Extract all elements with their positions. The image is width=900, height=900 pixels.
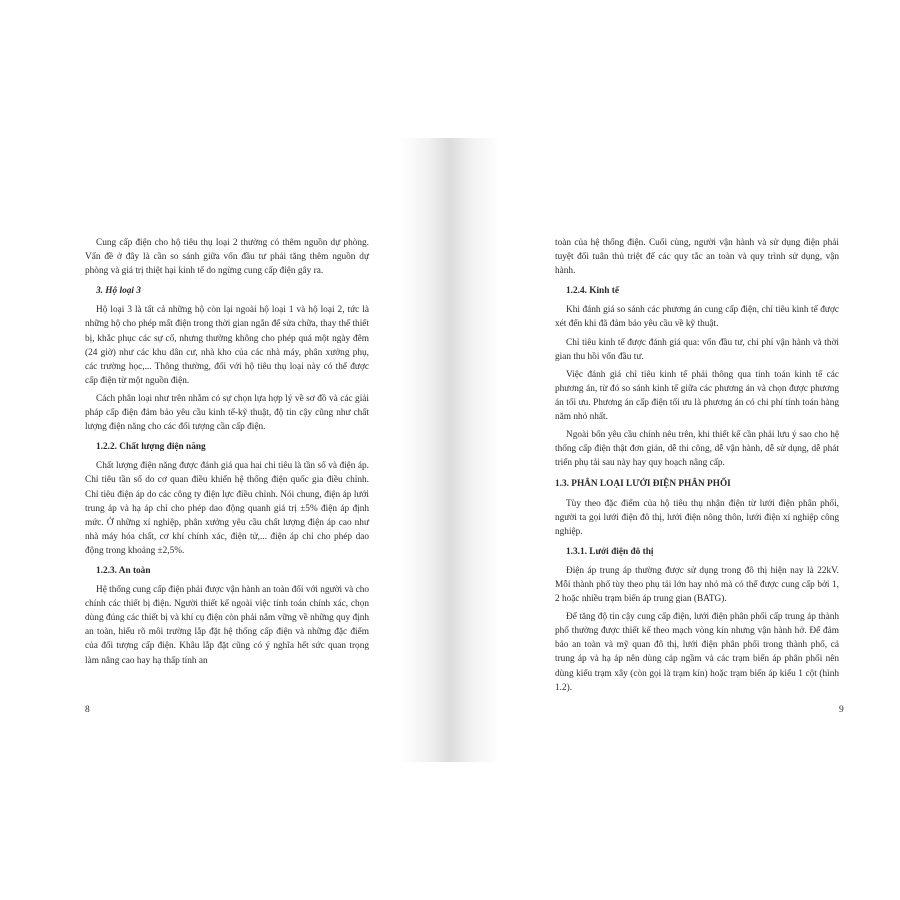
- heading-chat-luong-dien-nang: 1.2.2. Chất lượng điện năng: [96, 442, 206, 453]
- paragraph: Cung cấp điện cho hộ tiêu thụ loại 2 thường có thêm nguồn dự phòng. Vấn đề ở đây là cần so sánh giữa vốn đầu tư phải tăng thêm nguồn dự phòng và giá trị thiệt hại kinh tế do ngừng cung cấp điện gây ra.: [85, 238, 369, 277]
- right-page: [450, 138, 870, 762]
- paragraph: Cách phân loại như trên nhằm có sự chọn lựa hợp lý về sơ đồ và các giải pháp cấp điện đảm bảo yêu cầu kinh tế-kỹ thuật, độ tin cậy cũng như chất lượng điện năng cho các đối tượng cần cấp điện.: [85, 393, 369, 433]
- paragraph: Chất lượng điện năng được đánh giá qua hai chỉ tiêu là tần số và điện áp. Chỉ tiêu tần số do cơ quan điều khiển hệ thống điện quốc gia điều chỉnh. Chỉ tiêu điện áp do các công ty điện lực điều chỉnh. Nói chung, điện áp lưới trung áp và hạ áp chỉ cho phép dao động quanh giá trị ±5% điện áp định mức. Ở những xí nghiệp, phân xưởng yêu cầu chất lượng điện áp cao như nhà máy hóa chất, cơ khí chính xác, điện tử,... điện áp chỉ cho phép dao động trong khoảng ±2,5%.: [85, 461, 369, 556]
- paragraph: Việc đánh giá chỉ tiêu kinh tế phải thông qua tính toán kinh tế các phương án, từ đó so sánh kinh tế giữa các phương án và chọn được phương án tối ưu. Phương án cấp điện tối ưu là phương án có chi phí tính toán hàng năm nhỏ nhất.: [555, 369, 839, 423]
- paragraph: toàn của hệ thống điện. Cuối cùng, người vận hành và sử dụng điện phải tuyệt đối tuân thủ triệt để các quy tắc an toàn và quy trình sử dụng, vận hành.: [555, 238, 839, 277]
- paragraph: Hệ thống cung cấp điện phải được vận hành an toàn đối với người và cho chính các thiết bị điện. Người thiết kế ngoài việc tính toán chính xác, chọn dùng đúng các thiết bị và khí cụ điện còn phải nắm vững về những quy định an toàn, hiểu rõ môi trường lắp đặt hệ thống cấp điện và những đặc điểm của đối tượng cấp điện. Khâu lắp đặt cũng có ý nghĩa hết sức quan trọng làm nâng cao hay hạ thấp tính an: [85, 585, 369, 666]
- book-spread: [30, 138, 870, 762]
- paragraph: Điện áp trung áp thường được sử dụng trong đô thị hiện nay là 22kV. Mỗi thành phố tùy theo phụ tải lớn hay nhỏ mà có thể được cung cấp bởi 1, 2 hoặc nhiều trạm biến áp trung gian (BATG).: [555, 565, 839, 605]
- right-page-content: [555, 236, 839, 699]
- heading-ho-loai-3: 3. Hộ loại 3: [96, 286, 141, 297]
- left-page-content: [85, 236, 369, 672]
- paragraph: Hộ loại 3 là tất cả những hộ còn lại ngoài hộ loại 1 và hộ loại 2, tức là những hộ cho phép mất điện trong thời gian ngắn để sửa chữa, thay thế thiết bị, khắc phục các sự cố, nhưng thường không cho phép quá một ngày đêm (24 giờ) như các khu dân cư, nhà kho của các nhà máy, phân xưởng phụ, các trường học,... Thông thường, đối với hộ tiêu thụ loại này có thể được cấp điện từ một nguồn điện.: [85, 305, 369, 386]
- paragraph: Ngoài bốn yêu cầu chính nêu trên, khi thiết kế cần phải lưu ý sao cho hệ thống cấp điện thật đơn giản, dễ thi công, dễ vận hành, dễ sử dụng, dễ phát triển phụ tải sau này hay quy hoạch nâng cấp.: [555, 430, 839, 469]
- heading-an-toan: 1.2.3. An toàn: [96, 565, 151, 576]
- paragraph: Khi đánh giá so sánh các phương án cung cấp điện, chỉ tiêu kinh tế được xét đến khi đã đảm bảo yêu cầu về kỹ thuật.: [555, 305, 839, 330]
- heading-phan-loai-luoi-dien: 1.3. PHÂN LOẠI LƯỚI ĐIỆN PHÂN PHỐI: [555, 479, 731, 490]
- page-number: 8: [85, 705, 90, 715]
- page-number: 9: [839, 705, 844, 715]
- paragraph: Để tăng độ tin cậy cung cấp điện, lưới điện phân phối cấp trung áp thành phố thường được thiết kế theo mạch vòng kín nhưng vận hành hở. Để đảm bảo an toàn và mỹ quan đô thị, lưới điện phân phối trong thành phố, cả trung áp và hạ áp nên dùng cáp ngầm và các trạm biến áp phân phối nên dùng kiểu trạm xây (còn gọi là trạm kín) hoặc trạm biến áp kiểu 1 cột (hình 1.2).: [555, 612, 839, 693]
- heading-kinh-te: 1.2.4. Kinh tế: [566, 286, 619, 297]
- left-page: [30, 138, 450, 762]
- paragraph: Tùy theo đặc điểm của hộ tiêu thụ nhận điện từ lưới điện phân phối, người ta gọi lưới điện đô thị, lưới điện nông thôn, lưới điện xí nghiệp công nghiệp.: [555, 498, 839, 537]
- paragraph: Chỉ tiêu kinh tế được đánh giá qua: vốn đầu tư, chi phí vận hành và thời gian thu hồi vốn đầu tư.: [555, 337, 839, 362]
- heading-luoi-dien-do-thi: 1.3.1. Lưới điện đô thị: [566, 546, 654, 557]
